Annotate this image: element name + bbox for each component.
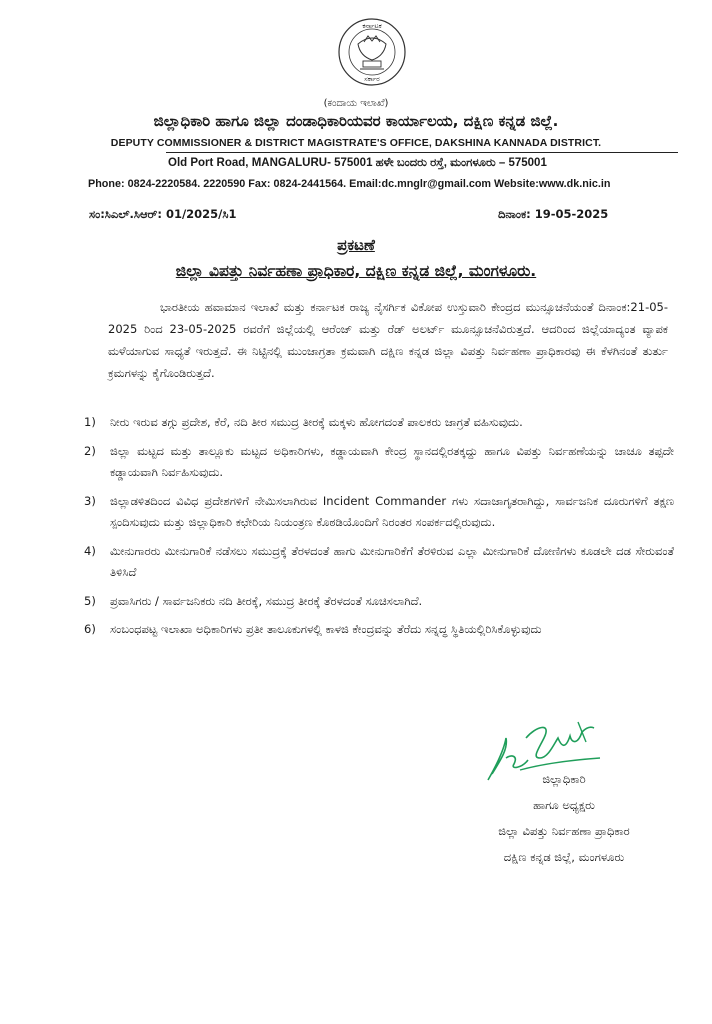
department-label: (ಕಂದಾಯ ಇಲಾಖೆ) bbox=[323, 98, 389, 109]
list-item-text: ಜಿಲ್ಲಾ ಮಟ್ಟದ ಮತ್ತು ತಾಲ್ಲೂಕು ಮಟ್ಟದ ಅಧಿಕಾರಿಗಳು, ಕಡ್ಡಾಯವಾಗಿ ಕೇಂದ್ರ ಸ್ಥಾನದಲ್ಲಿರತಕ್ಕದ್ದು ಹಾಗೂ ವಿಪತ್ತು ನಿರ್ವಹಣೆಯನ್ನು ಚಾಚೂ ತಪ್ಪದೇ ಕಡ್ಡಾಯವಾಗಿ ನಿರ್ವಹಿಸುವುದು. bbox=[110, 443, 674, 479]
list-item-text: ಜಿಲ್ಲಾಡಳಿತದಿಂದ ವಿವಿಧ ಪ್ರದೇಶಗಳಿಗೆ ನೇಮಿಸಲಾಗಿರುವ Incident Commander ಗಳು ಸದಾಜಾಗೃತರಾಗಿದ್ದು, ಸಾರ್ವಜನಿಕ ದೂರುಗಳಿಗೆ ತಕ್ಷಣ ಸ್ಪಂದಿಸುವುದು ಮತ್ತು ಜಿಲ್ಲಾಧಿಕಾರಿ ಕಛೇರಿಯ ನಿಯಂತ್ರಣ ಕೊಠಡಿಯೊಂದಿಗೆ ನಿರಂತರ ಸಂಪರ್ಕದಲ್ಲಿರುವುದು. bbox=[110, 493, 674, 529]
list-item-number: 3) bbox=[84, 493, 96, 508]
list-item-text: ಪ್ರವಾಸಿಗರು / ಸಾರ್ವಜನಿಕರು ನದಿ ತೀರಕ್ಕೆ, ಸಮುದ್ರ ತೀರಕ್ಕೆ ತೆರಳದಂತೆ ಸೂಚಿಸಲಾಗಿದೆ. bbox=[110, 593, 423, 608]
list-item bbox=[84, 441, 674, 484]
signature-block bbox=[464, 766, 664, 870]
list-item-number: 1) bbox=[84, 415, 96, 429]
notice-heading: ಪ್ರಕಟಣೆ bbox=[337, 236, 375, 254]
notice-paragraph: ಭಾರತೀಯ ಹವಾಮಾನ ಇಲಾಖೆ ಮತ್ತು ಕರ್ನಾಟಕ ರಾಜ್ಯ ನೈಸರ್ಗಿಕ ವಿಕೋಪ ಉಸ್ತುವಾರಿ ಕೇಂದ್ರದ ಮುನ್ಸೂಚನೆಯಂತೆ ದಿನಾಂಕ:21-05-2025 ರಿಂದ 23-05-2025 ರವರೆಗೆ ಜಿಲ್ಲೆಯಲ್ಲಿ ಆರೆಂಜ್ ಮತ್ತು ರೆಡ್ ಅಲರ್ಟ್ ಮೂನ್ಸೂಚನೆವಿರುತ್ತದೆ. ಆದರಿಂದ ಜಿಲ್ಲೆಯಾದ್ಯಂತ ವ್ಯಾಪಕ ಮಳೆಯಾಗುವ ಸಾಧ್ಯತೆ ಇರುತ್ತದೆ. ಈ ನಿಟ್ಟಿನಲ್ಲಿ ಮುಂಜಾಗ್ರತಾ ಕ್ರಮವಾಗಿ ದಕ್ಷಿಣ ಕನ್ನಡ ಜಿಲ್ಲಾ ವಿಪತ್ತು ನಿರ್ವಹಣಾ ಪ್ರಾಧಿಕಾರವು ಈ ಕೆಳಗಿನಂತೆ ತುರ್ತು ಕ್ರಮಗಳನ್ನು ಕೈಗೊಂಡಿರುತ್ತದೆ. bbox=[108, 300, 668, 380]
signatory-location: ದಕ್ಷಿಣ ಕನ್ನಡ ಜಿಲ್ಲೆ, ಮಂಗಳೂರು bbox=[503, 850, 625, 864]
list-item-text: ಮೀನುಗಾರರು ಮೀನುಗಾರಿಕೆ ನಡೆಸಲು ಸಮುದ್ರಕ್ಕೆ ತೆರಳದಂತೆ ಹಾಗು ಮೀನುಗಾರಿಕೆಗೆ ತೆರಳಿರುವ ಎಲ್ಲಾ ಮೀನುಗಾರಿಕೆ ದೋಣಿಗಳು ಕೂಡಲೇ ದಡ ಸೇರುವಂತೆ ತಿಳಿಸಿದೆ bbox=[110, 543, 674, 579]
office-contact: Phone: 0824-2220584. 2220590 Fax: 0824-2441564. Email:dc.mnglr@gmail.com Website:www.dk.nic.in bbox=[88, 178, 611, 190]
list-item-number: 4) bbox=[84, 543, 96, 558]
list-item-text: ನೀರು ಇರುವ ತಗ್ಗು ಪ್ರದೇಶ, ಕೆರೆ, ನದಿ ತೀರ ಸಮುದ್ರ ತೀರಕ್ಕೆ ಮಕ್ಕಳು ಹೋಗದಂತೆ ಪಾಲಕರು ಜಾಗ್ರತೆ ವಹಿಸುವುದು. bbox=[110, 415, 523, 429]
list-item-number: 6) bbox=[84, 622, 96, 636]
office-title-kannada: ಜಿಲ್ಲಾಧಿಕಾರಿ ಹಾಗೂ ಜಿಲ್ಲಾ ದಂಡಾಧಿಕಾರಿಯವರ ಕಾರ್ಯಾಲಯ, ದಕ್ಷಿಣ ಕನ್ನಡ ಜಿಲ್ಲೆ. bbox=[153, 112, 559, 130]
office-address: Old Port Road, MANGALURU- 575001 ಹಳೇ ಬಂದರು ರಸ್ತೆ, ಮಂಗಳೂರು – 575001 bbox=[168, 157, 547, 169]
list-item-text: ಸಂಬಂಧಪಟ್ಟ ಇಲಾಖಾ ಅಧಿಕಾರಿಗಳು ಪ್ರತೀ ತಾಲೂಕುಗಳಲ್ಲಿ ಕಾಳಜಿ ಕೇಂದ್ರವನ್ನು ತೆರೆದು ಸನ್ನದ್ಧ ಸ್ಥಿತಿಯಲ್ಲಿರಿಸಿಕೊಳ್ಳುವುದು bbox=[110, 622, 542, 636]
signatory-title: ಜಿಲ್ಲಾಧಿಕಾರಿ bbox=[542, 772, 586, 786]
office-title-english: DEPUTY COMMISSIONER & DISTRICT MAGISTRATE'S OFFICE, DAKSHINA KANNADA DISTRICT. bbox=[110, 137, 602, 149]
list-item-number: 2) bbox=[84, 443, 96, 458]
action-list bbox=[84, 412, 674, 648]
list-item bbox=[84, 491, 674, 534]
header-divider bbox=[166, 152, 678, 153]
notice-subheading: ಜಿಲ್ಲಾ ವಿಪತ್ತು ನಿರ್ವಹಣಾ ಪ್ರಾಧಿಕಾರ, ದಕ್ಷಿಣ ಕನ್ನಡ ಜಿಲ್ಲೆ, ಮಂಗಳೂರು. bbox=[175, 262, 537, 280]
signatory-role: ಹಾಗೂ ಅಧ್ಯಕ್ಷರು bbox=[533, 798, 595, 812]
karnataka-government-emblem-icon bbox=[336, 14, 408, 102]
svg-text:ಸರ್ಕಾರ: ಸರ್ಕಾರ bbox=[364, 75, 380, 83]
reference-date: ದಿನಾಂಕ: 19-05-2025 bbox=[498, 207, 609, 221]
list-item bbox=[84, 619, 674, 641]
list-item bbox=[84, 591, 674, 613]
list-item bbox=[84, 541, 674, 584]
list-item bbox=[84, 412, 674, 434]
list-item-number: 5) bbox=[84, 593, 96, 608]
svg-text:ಕರ್ನಾಟಕ: ಕರ್ನಾಟಕ bbox=[362, 22, 382, 30]
reference-number: ಸಂ:ಸಿಎಲ್.ಸಿಆರ್: 01/2025/ಸಿ1 bbox=[89, 207, 237, 221]
signatory-authority: ಜಿಲ್ಲಾ ವಿಪತ್ತು ನಿರ್ವಹಣಾ ಪ್ರಾಧಿಕಾರ bbox=[498, 824, 630, 838]
